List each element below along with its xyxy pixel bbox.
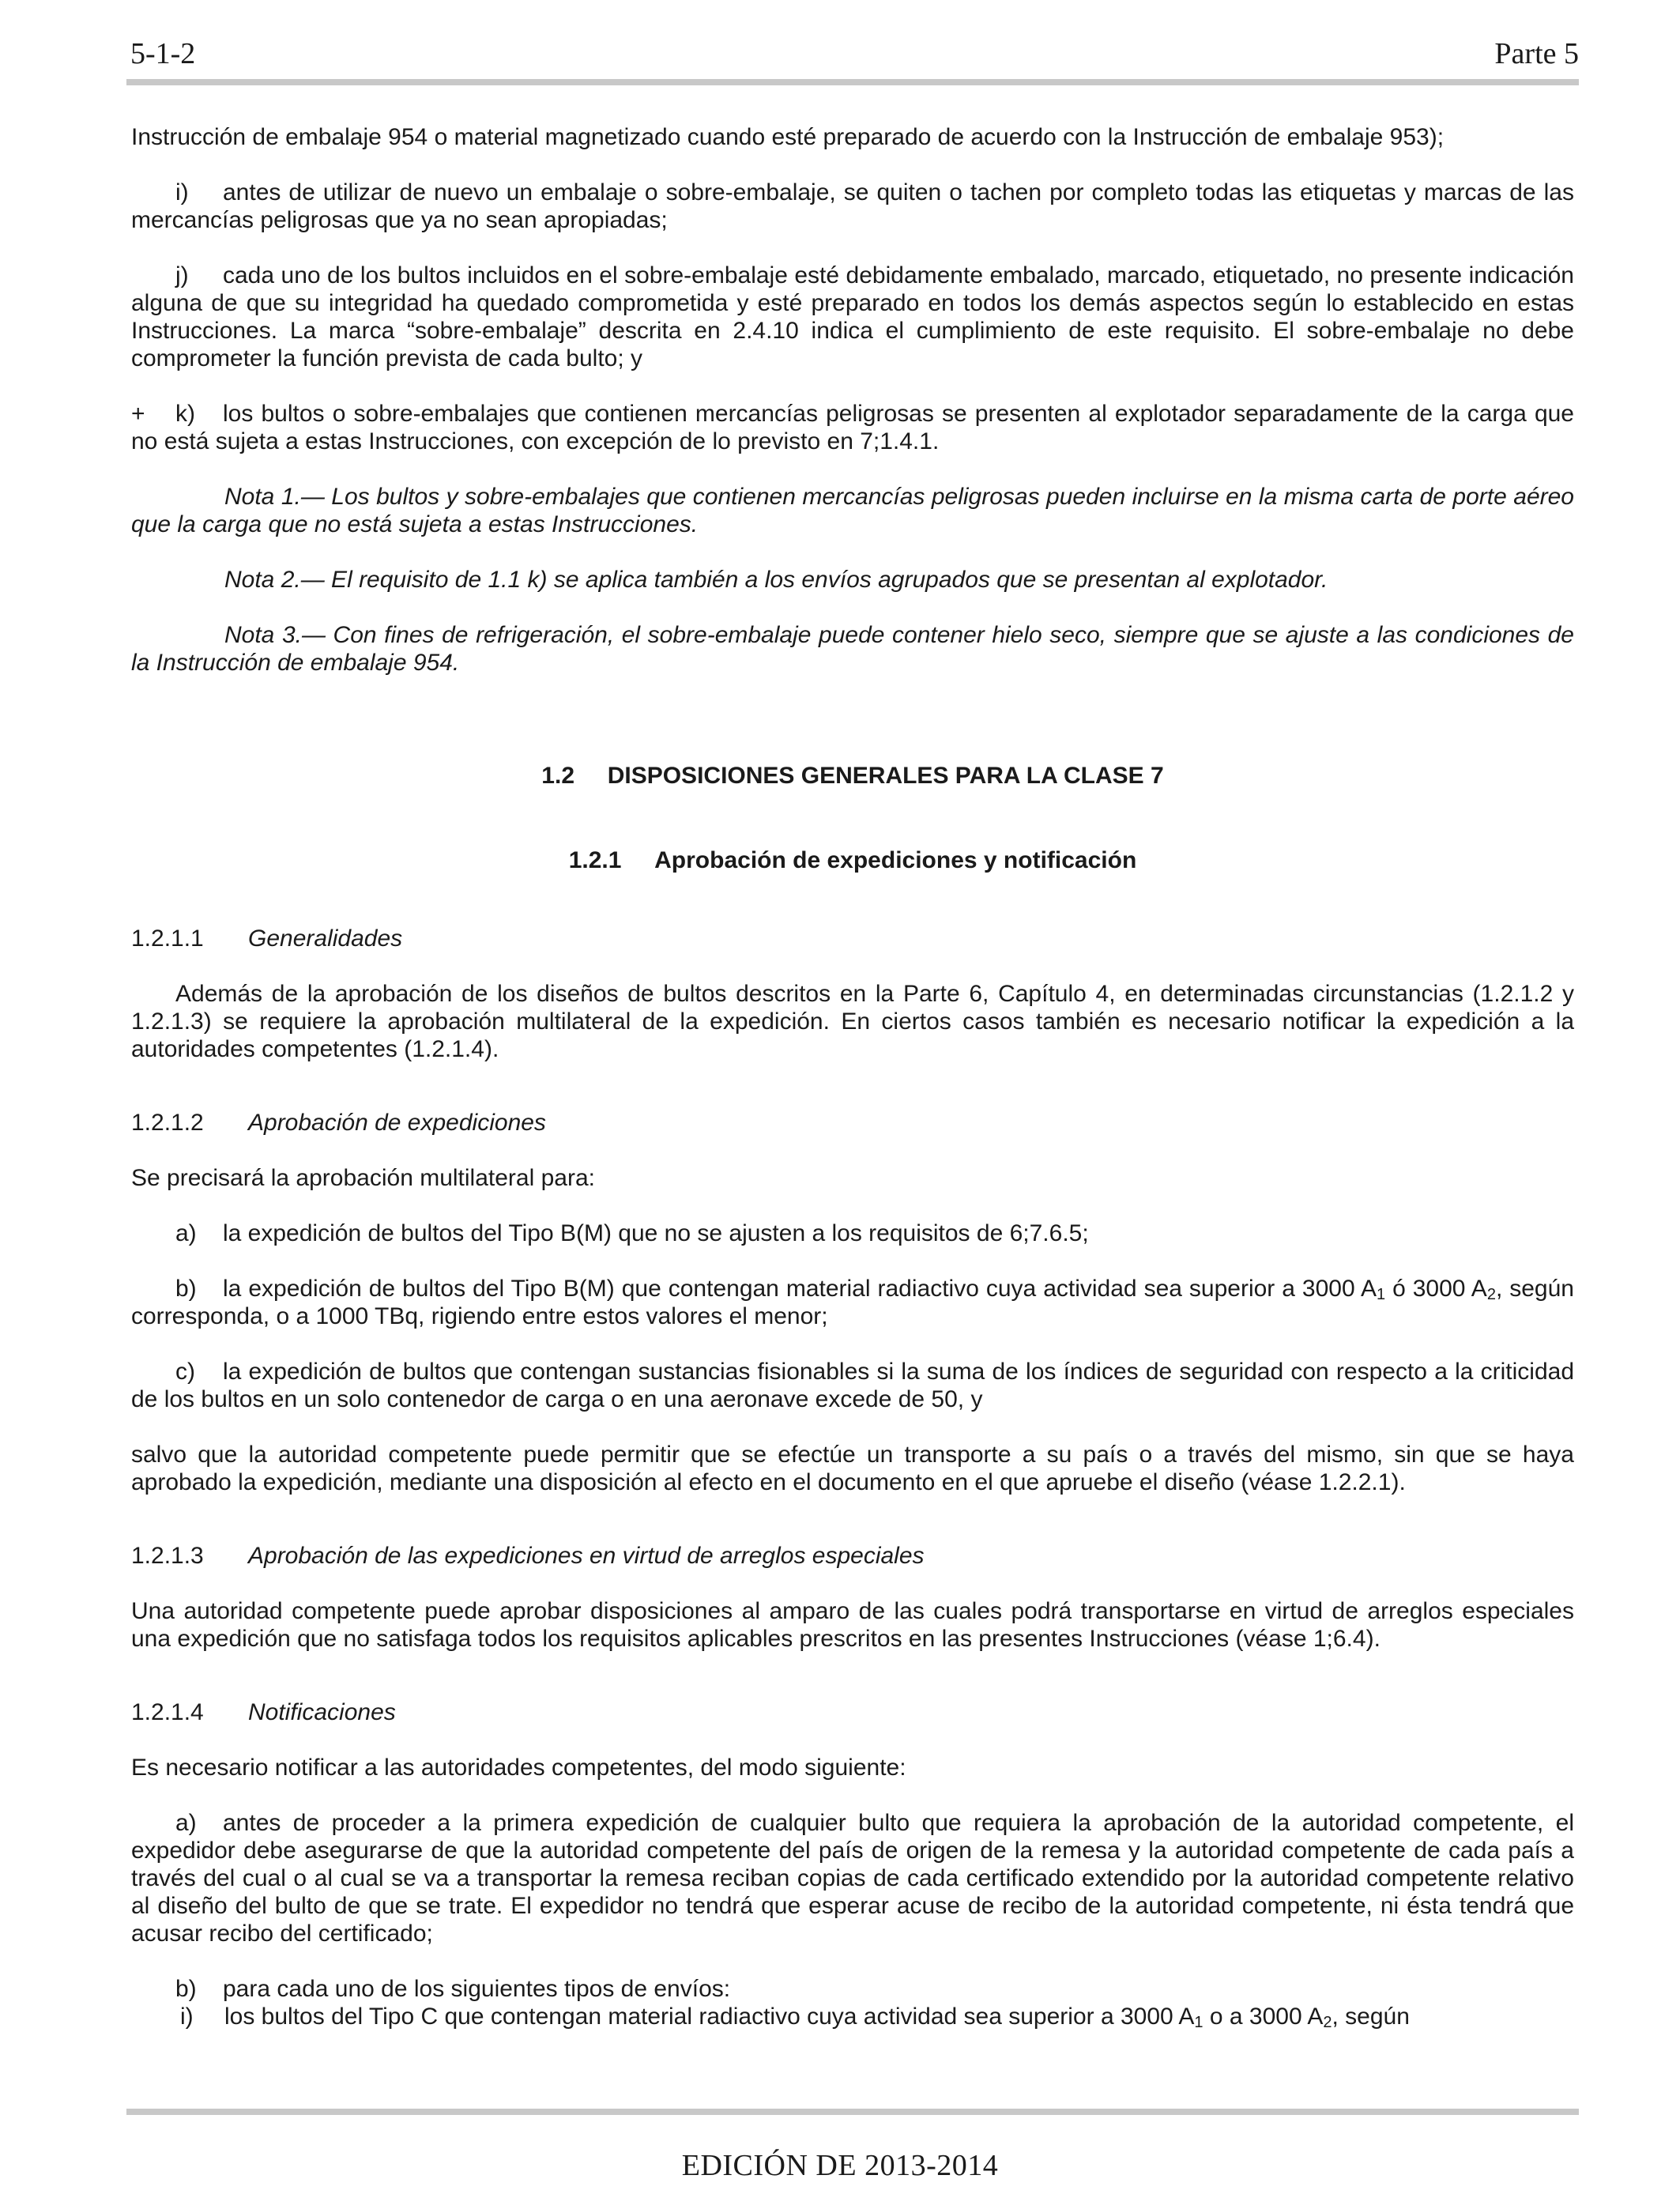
list-item-a: a) la expedición de bultos del Tipo B(M) que no se ajusten a los requisitos de 6;7.6.5; — [175, 1220, 1089, 1246]
part-label: Parte 5 — [1494, 37, 1579, 70]
paragraph: Una autoridad competente puede aprobar disposiciones al amparo de las cuales podrá transportarse en virtud de arreglos especiales una expedición que no satisfaga todos los requisitos aplicables prescritos en las presentes Instrucciones (véase 1;6.4). — [131, 1598, 1574, 1652]
header-rule — [126, 79, 1579, 85]
page-number: 5-1-2 — [130, 37, 196, 70]
note-1: Nota 1.— Los bultos y sobre-embalajes que contienen mercancías peligrosas pueden incluirse en la misma carta de porte aéreo que la carga que no está sujeta a estas Instrucciones. — [131, 484, 1574, 537]
paragraph: salvo que la autoridad competente puede permitir que se efectúe un transporte a su país o a través del mismo, sin que se haya aprobado la expedición, mediante una disposición al efecto en el documento en el que apruebe el diseño (véase 1.2.2.1). — [131, 1442, 1574, 1495]
list-item-k — [131, 400, 1574, 455]
section-heading-1-2-1: 1.2.1 Aprobación de expediciones y notificación — [568, 847, 1137, 873]
document-body — [131, 123, 1574, 2030]
item-label: k) — [175, 401, 195, 427]
paragraph: Además de la aprobación de los diseños de bultos descritos en la Parte 6, Capítulo 4, en determinadas circunstancias (1.2.1.2 y 1.2.1.3) se requiere la aprobación multilateral de la expedición. En ciertos casos también es necesario notificar la expedición a la autoridades competentes (1.2.1.4). — [131, 981, 1574, 1062]
list-item-b-i: i) los bultos del Tipo C que contengan material radiactivo cuya actividad sea superior a 3000 $A_1$ o a 3000 $A_2$, según — [180, 2004, 1410, 2031]
note-2: Nota 2.— El requisito de 1.1 k) se aplica también a los envíos agrupados que se presentan al explotador. — [224, 567, 1328, 593]
list-item-j — [131, 262, 1574, 372]
page-header — [130, 32, 1579, 79]
subsection-1-2-1-1: 1.2.1.1 Generalidades — [131, 925, 403, 952]
page-footer: EDICIÓN DE 2013-2014 — [681, 2149, 999, 2182]
item-text: antes de utilizar de nuevo un embalaje o sobre-embalaje, se quiten o tachen por completo todas las etiquetas y marcas de las mercancías peligrosas que ya no sean apropiadas; — [131, 179, 1574, 233]
item-text: los bultos o sobre-embalajes que contienen mercancías peligrosas se presenten al explotador separadamente de la carga que no está sujeta a estas Instrucciones, con excepción de lo previsto en 7;1.4.1. — [131, 401, 1574, 454]
section-heading-1-2: 1.2 DISPOSICIONES GENERALES PARA LA CLASE 7 — [541, 763, 1164, 789]
note-3: Nota 3.— Con fines de refrigeración, el sobre-embalaje puede contener hielo seco, siempre que se ajuste a las condiciones de la Instrucción de embalaje 954. — [131, 622, 1574, 676]
list-item-a: a) antes de proceder a la primera expedición de cualquier bulto que requiera la aprobación de la autoridad competente, el expedidor debe asegurarse de que la autoridad competente del país de origen de la remesa y la autoridad competente de cada país a través del cual o al cual se va a transportar la remesa reciban copias de cada certificado extendido por la autoridad competente relativo al diseño del bulto de que se trate. El expedidor no tendrá que esperar acuse de recibo de la autoridad competente, ni ésta tendrá que acusar recibo del certificado; — [131, 1810, 1574, 1947]
subsection-1-2-1-2: 1.2.1.2 Aprobación de expediciones — [131, 1110, 546, 1136]
list-item-c: c) la expedición de bultos que contengan sustancias fisionables si la suma de los índices de seguridad con respecto a la criticidad de los bultos en un solo contenedor de carga o en una aeronave excede de 50, y — [131, 1359, 1574, 1412]
subsection-1-2-1-3: 1.2.1.3 Aprobación de las expediciones en virtud de arreglos especiales — [131, 1543, 925, 1569]
item-label: j) — [175, 262, 189, 288]
list-item-i — [131, 179, 1574, 234]
list-item-b: b) la expedición de bultos del Tipo B(M) que contengan material radiactivo cuya actividad sea superior a 3000 $A_1$ ó 3000 $A_2$, según corresponda, o a 1000 TBq, rigiendo entre estos valores el menor; — [131, 1276, 1574, 1329]
paragraph: Instrucción de embalaje 954 o material magnetizado cuando esté preparado de acuerdo con la Instrucción de embalaje 953); — [131, 124, 1445, 150]
footer-rule — [126, 2109, 1579, 2115]
paragraph: Se precisará la aprobación multilateral para: — [131, 1165, 595, 1191]
item-label: i) — [175, 179, 189, 205]
paragraph: Es necesario notificar a las autoridades competentes, del modo siguiente: — [131, 1755, 906, 1781]
item-text: cada uno de los bultos incluidos en el sobre-embalaje esté debidamente embalado, marcado, etiquetado, no presente indicación alguna de que su integridad ha quedado comprometida y esté preparado en todos los demás aspectos según lo establecido en estas Instrucciones. La marca “sobre-embalaje” descrita en 2.4.10 indica el cumplimiento de este requisito. El sobre-embalaje no debe comprometer la función prevista de cada bulto; y — [131, 262, 1574, 371]
subsection-1-2-1-4: 1.2.1.4 Notificaciones — [131, 1699, 396, 1725]
list-item-b: b) para cada uno de los siguientes tipos de envíos: — [175, 1976, 731, 2002]
amendment-mark: + — [131, 401, 145, 427]
